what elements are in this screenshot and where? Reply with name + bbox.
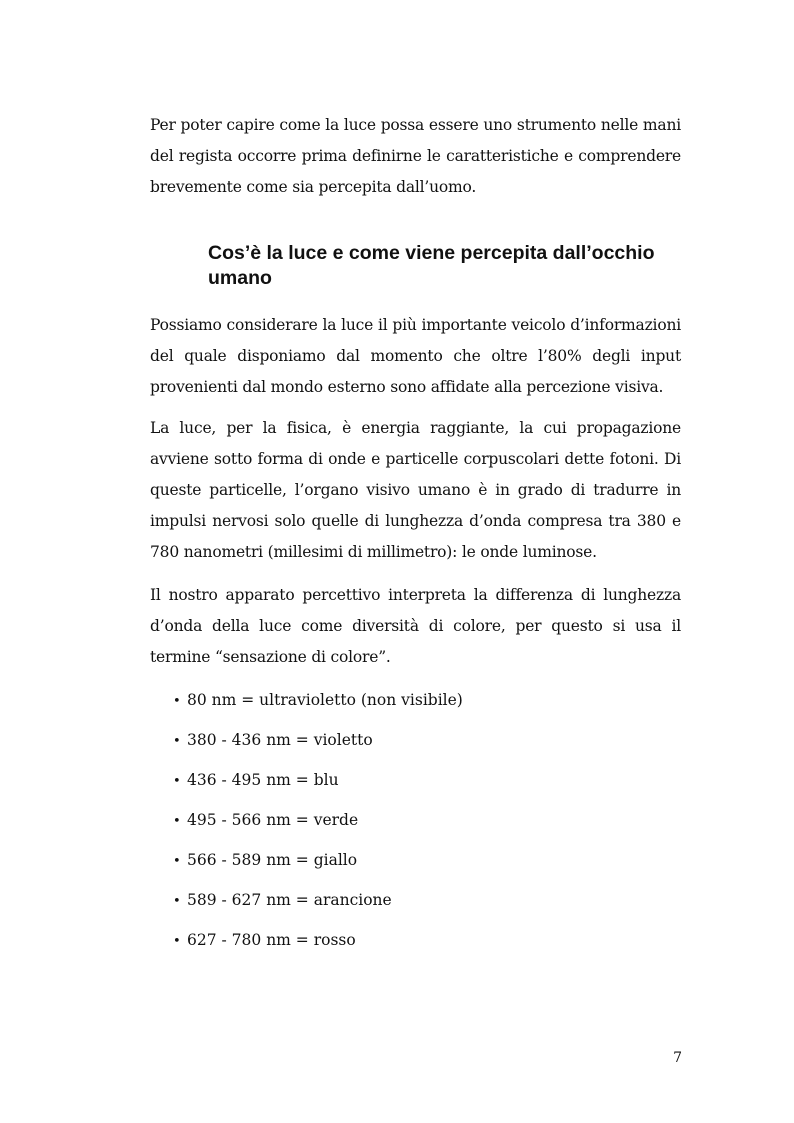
list-item-text: 627 - 780 nm = rosso (187, 931, 356, 949)
wavelength-list (173, 685, 463, 965)
bullet-icon: • (173, 694, 181, 709)
bullet-icon: • (173, 894, 181, 909)
bullet-icon: • (173, 774, 181, 789)
list-item (173, 685, 463, 725)
list-item-text: 495 - 566 nm = verde (187, 811, 359, 829)
bullet-icon: • (173, 934, 181, 949)
body-paragraph-1: Possiamo considerare la luce il più importante veicolo d’informazioni del quale disponiamo dal momento che oltre l’80% degli input provenienti dal mondo esterno sono affidate alla percezione visiva. (150, 316, 681, 396)
list-item (173, 765, 463, 805)
section-heading: Cos’è la luce e come viene percepita dall’occhio umano (208, 242, 655, 289)
intro-paragraph: Per poter capire come la luce possa essere uno strumento nelle mani del regista occorre prima definirne le caratteristiche e comprendere brevemente come sia percepita dall’uomo. (150, 116, 681, 196)
list-item (173, 885, 463, 925)
bullet-icon: • (173, 734, 181, 749)
list-item-text: 80 nm = ultravioletto (non visibile) (187, 691, 463, 709)
list-item (173, 925, 463, 965)
list-item-text: 589 - 627 nm = arancione (187, 891, 392, 909)
page-number: 7 (673, 1050, 682, 1066)
list-item-text: 436 - 495 nm = blu (187, 771, 339, 789)
bullet-icon: • (173, 854, 181, 869)
body-paragraph-2: La luce, per la fisica, è energia raggiante, la cui propagazione avviene sotto forma di onde e particelle corpuscolari dette fotoni. Di queste particelle, l’organo visivo umano è in grado di tradurre in impulsi nervosi solo quelle di lunghezza d’onda compresa tra 380 e 780 nanometri (millesimi di millimetro): le onde luminose. (150, 419, 681, 561)
list-item-text: 380 - 436 nm = violetto (187, 731, 373, 749)
list-item (173, 805, 463, 845)
bullet-icon: • (173, 814, 181, 829)
list-item (173, 845, 463, 885)
list-item-text: 566 - 589 nm = giallo (187, 851, 358, 869)
body-paragraph-3: Il nostro apparato percettivo interpreta la differenza di lunghezza d’onda della luce come diversità di colore, per questo si usa il termine “sensazione di colore”. (150, 586, 681, 666)
list-item (173, 725, 463, 765)
